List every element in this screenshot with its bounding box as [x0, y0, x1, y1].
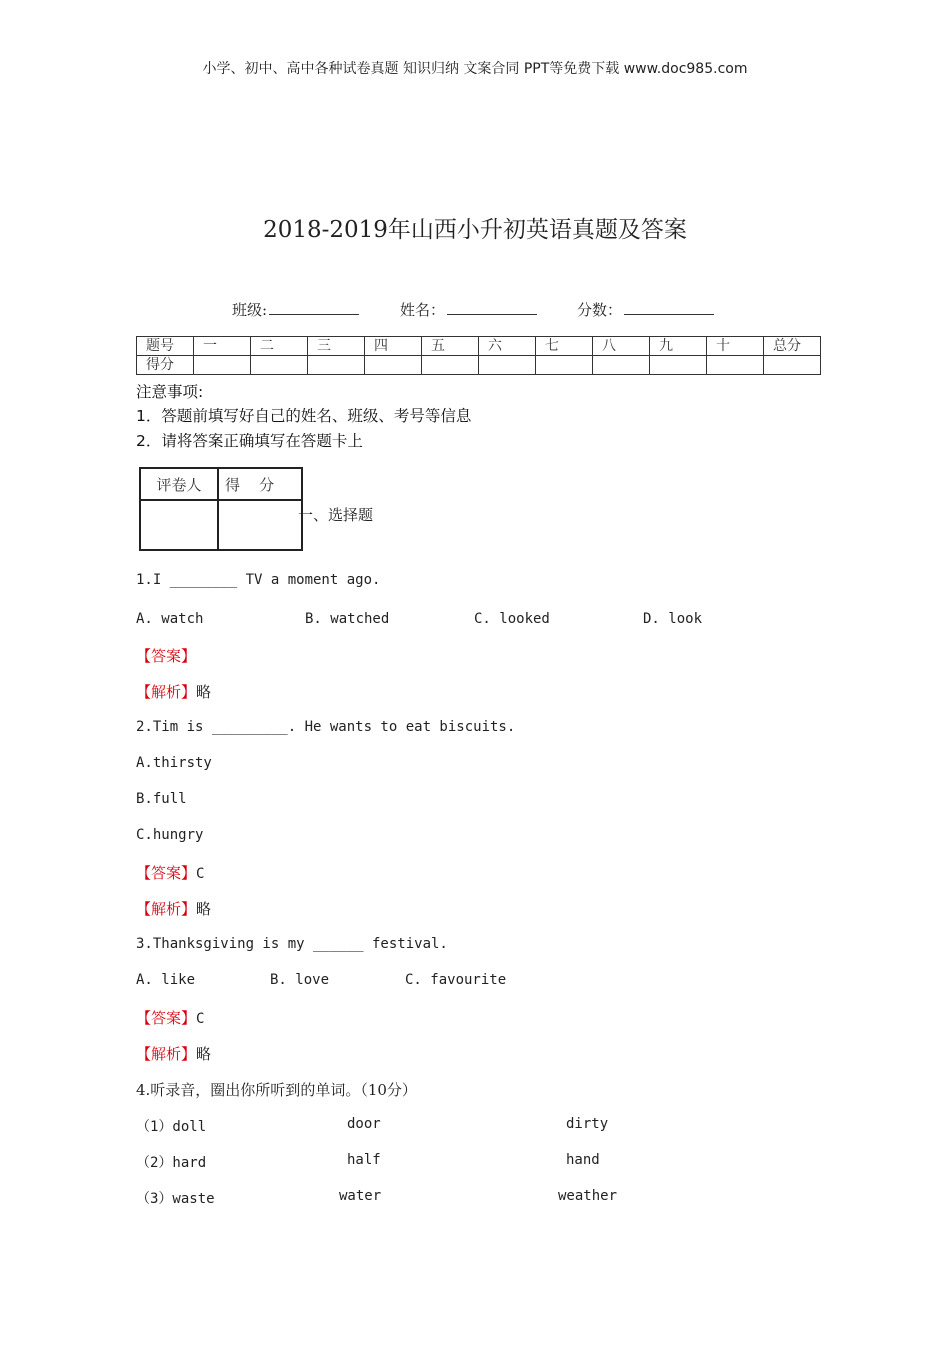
class-field	[232, 299, 359, 320]
q4-word[interactable]: （1）doll	[136, 1119, 207, 1135]
answer-value: C	[196, 1011, 205, 1027]
q2-answer	[136, 862, 204, 883]
question-3-stem: 3.Thanksgiving is my ______ festival.	[136, 936, 448, 952]
q4-word[interactable]: （2）hard	[136, 1155, 207, 1171]
score-table-score-row	[137, 356, 821, 375]
q3-analysis	[136, 1043, 211, 1064]
q2-option-c: C.hungry	[136, 827, 204, 843]
score-cell: 十	[707, 337, 764, 356]
score-cell: 六	[479, 337, 536, 356]
q4-word[interactable]: hand	[566, 1152, 600, 1168]
score-input-cell[interactable]	[479, 356, 536, 375]
score-cell: 四	[365, 337, 422, 356]
answer-tag: 【答案】	[136, 647, 197, 665]
analysis-tag: 【解析】	[136, 900, 197, 918]
q3-option-b: B. love	[270, 972, 330, 988]
page-header: 小学、初中、高中各种试卷真题 知识归纳 文案合同 PPT等免费下载 www.doc985.com	[202, 61, 748, 77]
score-input-cell[interactable]	[422, 356, 479, 375]
score-cell: 三	[308, 337, 365, 356]
score-input-cell[interactable]	[251, 356, 308, 375]
q1-option-c: C. looked	[474, 611, 550, 627]
analysis-value: 略	[196, 900, 212, 918]
name-label: 姓名：	[400, 301, 446, 319]
q4-word[interactable]: door	[347, 1116, 381, 1132]
q4-word[interactable]: half	[347, 1152, 381, 1168]
q4-word[interactable]: （3）waste	[136, 1191, 215, 1207]
q2-analysis	[136, 898, 211, 919]
analysis-value: 略	[196, 1045, 212, 1063]
q1-analysis	[136, 681, 211, 702]
score-cell: 二	[251, 337, 308, 356]
q1-option-a: A. watch	[136, 611, 204, 627]
question-1-stem: 1.I ________ TV a moment ago.	[136, 572, 381, 588]
answer-tag: 【答案】	[136, 1009, 197, 1027]
analysis-tag: 【解析】	[136, 683, 197, 701]
notice-item-1: 1．答题前填写好自己的姓名、班级、考号等信息	[136, 407, 472, 425]
reviewer-input-cell[interactable]	[140, 500, 218, 550]
answer-value: C	[196, 866, 205, 882]
score-cell: 五	[422, 337, 479, 356]
question-4-stem: 4.听录音，圈出你所听到的单词。（10分）	[136, 1081, 417, 1099]
notice-heading: 注意事项:	[136, 383, 204, 401]
q2-option-b: B.full	[136, 791, 187, 807]
question-2-stem: 2.Tim is _________. He wants to eat biscuits.	[136, 719, 516, 735]
grader-table	[139, 467, 303, 551]
class-label: 班级:	[232, 301, 268, 319]
q3-option-c: C. favourite	[405, 972, 507, 988]
answer-tag: 【答案】	[136, 864, 197, 882]
q4-word[interactable]: water	[339, 1188, 382, 1204]
analysis-tag: 【解析】	[136, 1045, 197, 1063]
score-label: 分数：	[577, 301, 623, 319]
q3-answer	[136, 1007, 204, 1028]
reviewer-label: 评卷人	[140, 468, 218, 500]
score-input-cell[interactable]	[536, 356, 593, 375]
score-field	[577, 299, 714, 320]
name-blank[interactable]	[447, 300, 537, 315]
score-input-cell[interactable]	[308, 356, 365, 375]
score-table	[136, 336, 821, 375]
score-input-cell[interactable]	[650, 356, 707, 375]
q1-answer	[136, 645, 196, 666]
score-cell: 八	[593, 337, 650, 356]
notice-item-2: 2．请将答案正确填写在答题卡上	[136, 432, 363, 450]
score-cell: 一	[194, 337, 251, 356]
q1-option-b: B. watched	[305, 611, 390, 627]
name-field	[400, 299, 537, 320]
score-input-cell[interactable]	[194, 356, 251, 375]
q2-option-a: A.thirsty	[136, 755, 212, 771]
score-input-cell[interactable]	[707, 356, 764, 375]
grader-score-input-cell[interactable]	[218, 500, 302, 550]
section-title: 一、选择题	[298, 506, 374, 524]
score-input-cell[interactable]	[764, 356, 821, 375]
score-blank[interactable]	[624, 300, 714, 315]
grader-score-label: 得 分	[218, 468, 302, 500]
score-cell: 总分	[764, 337, 821, 356]
q4-word[interactable]: weather	[558, 1188, 618, 1204]
q4-word[interactable]: dirty	[566, 1116, 609, 1132]
score-input-cell[interactable]	[365, 356, 422, 375]
q3-option-a: A. like	[136, 972, 196, 988]
class-blank[interactable]	[269, 300, 359, 315]
q1-option-d: D. look	[643, 611, 703, 627]
score-cell: 九	[650, 337, 707, 356]
exam-title: 2018-2019年山西小升初英语真题及答案	[263, 217, 687, 243]
score-table-header-row	[137, 337, 821, 356]
score-input-cell[interactable]	[593, 356, 650, 375]
score-cell: 七	[536, 337, 593, 356]
score-cell: 得分	[137, 356, 194, 375]
score-cell: 题号	[137, 337, 194, 356]
analysis-value: 略	[196, 683, 212, 701]
